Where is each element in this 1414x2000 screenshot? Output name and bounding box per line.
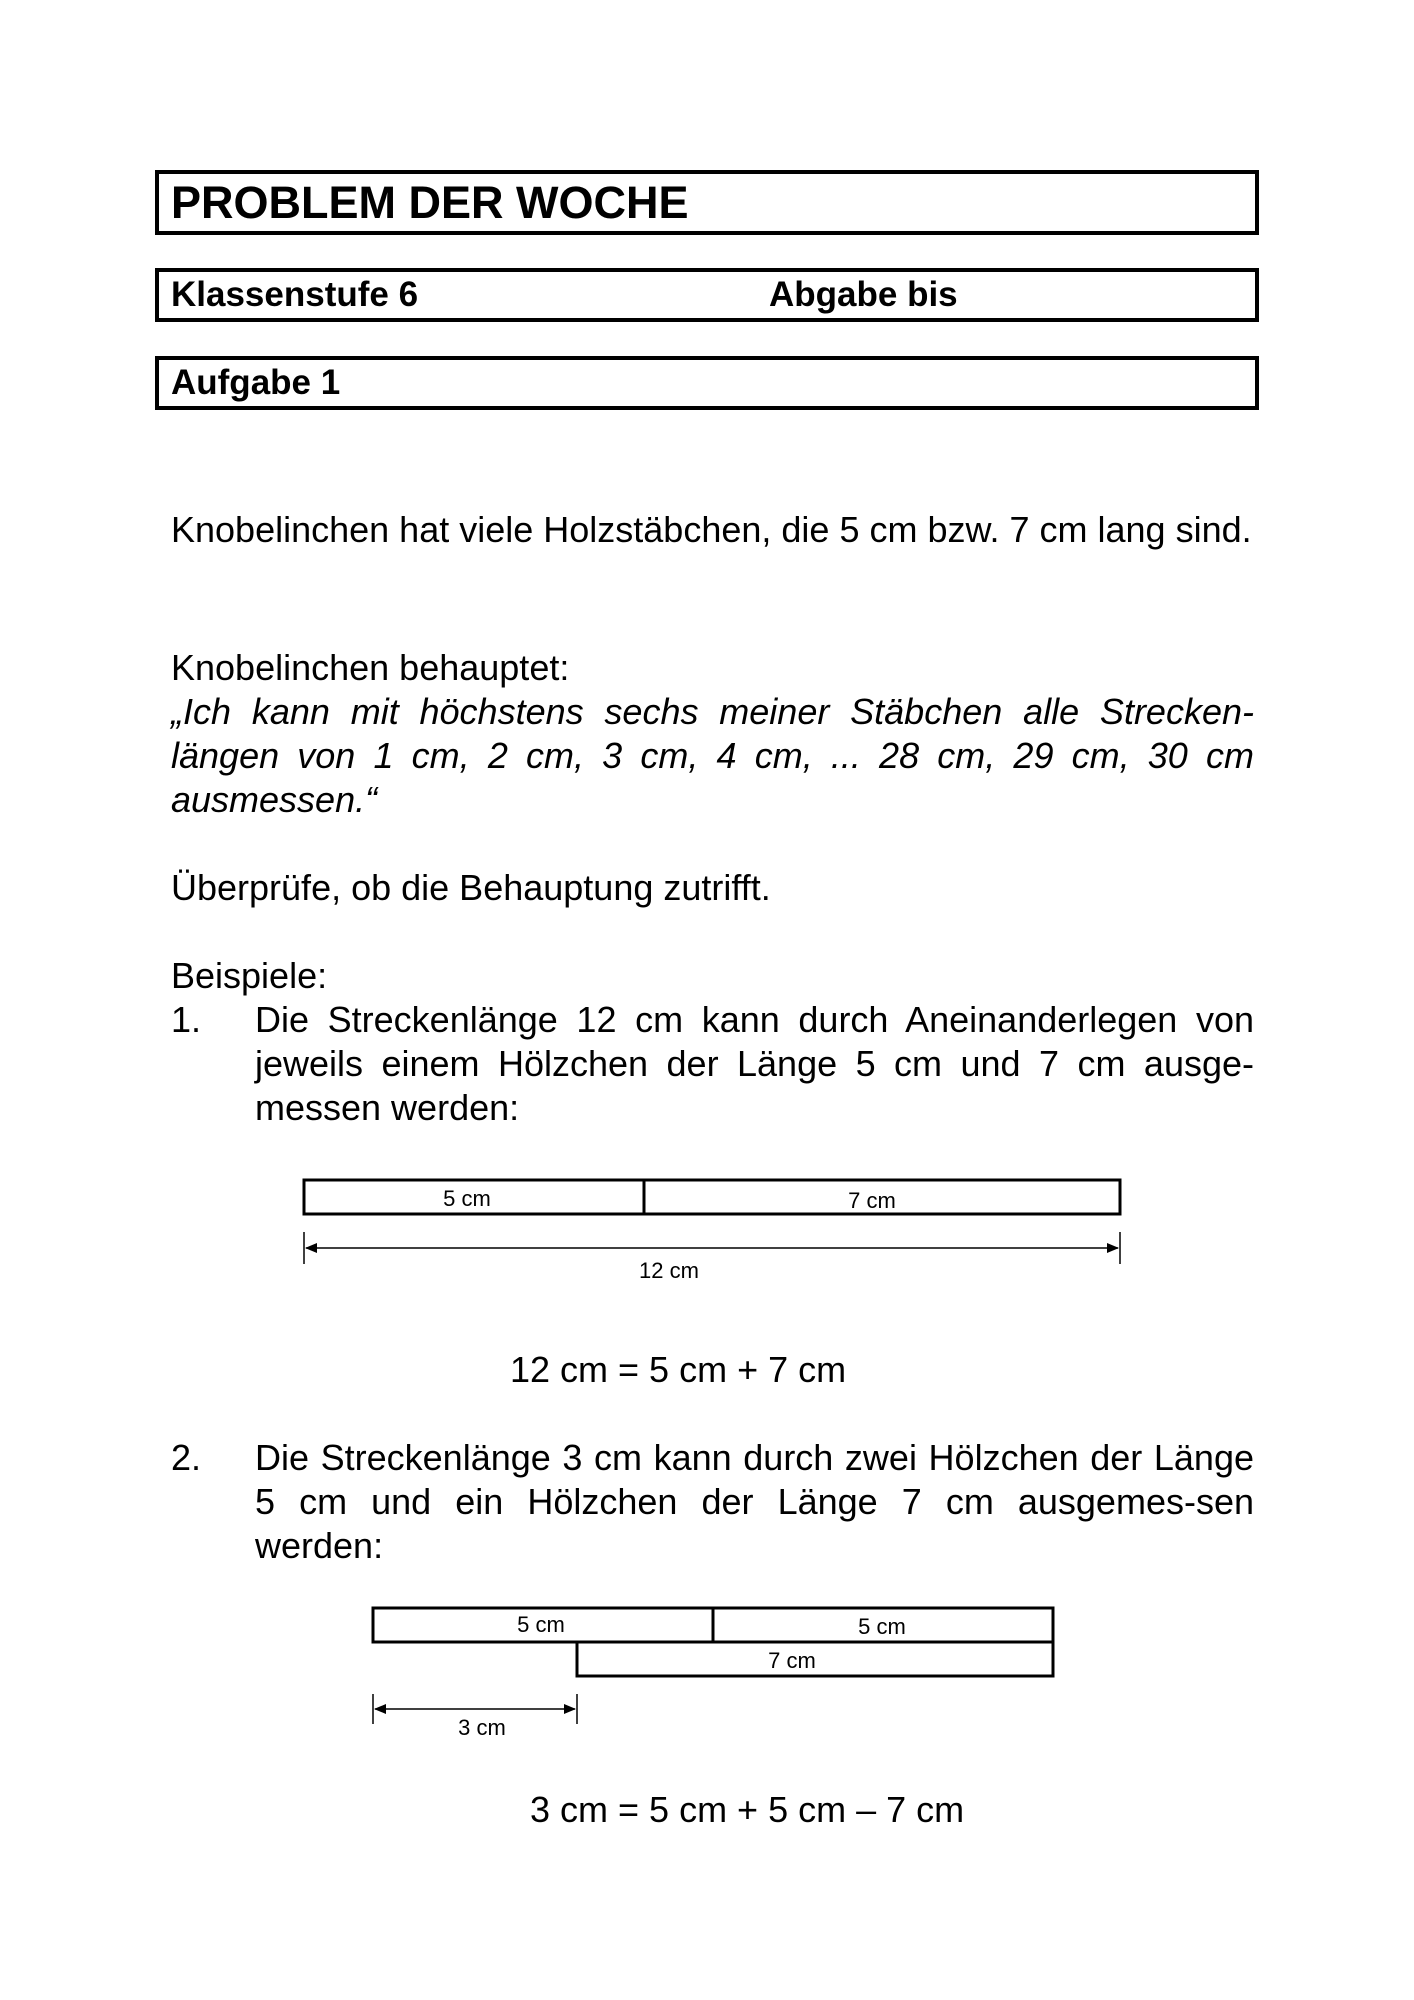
example-2-text: Die Streckenlänge 3 cm kann durch zwei Hölzchen der Länge 5 cm und ein Hölzchen der Länge 7 cm ausgemes-sen werden: — [255, 1437, 1254, 1566]
example-1-stick-a-label: 5 cm — [443, 1186, 491, 1211]
example-2-stick-b-label: 5 cm — [858, 1614, 906, 1639]
example-2-number: 2. — [171, 1437, 202, 1478]
deadline-label: Abgabe bis — [769, 275, 958, 314]
task-label: Aufgabe 1 — [171, 363, 341, 402]
example-2-span-label: 3 cm — [458, 1715, 506, 1740]
example-2-diagram — [373, 1608, 1053, 1740]
example-2-equation: 3 cm = 5 cm + 5 cm – 7 cm — [530, 1789, 965, 1830]
example-1-text: Die Streckenlänge 12 cm kann durch Aneinanderlegen von jeweils einem Hölzchen der Länge 5 cm und 7 cm ausge-messen werden: — [255, 999, 1254, 1128]
example-2-stick-a-label: 5 cm — [517, 1612, 565, 1637]
example-1-number: 1. — [171, 999, 202, 1040]
example-2-stick-c-label: 7 cm — [768, 1648, 816, 1673]
claim-quote: „Ich kann mit höchstens sechs meiner Stäbchen alle Strecken-längen von 1 cm, 2 cm, 3 cm, 4 cm, ... 28 cm, 29 cm, 30 cm ausmessen.“ — [171, 691, 1254, 820]
example-1-stick-b-label: 7 cm — [848, 1188, 896, 1213]
example-1-diagram — [304, 1180, 1120, 1283]
check-instruction: Überprüfe, ob die Behauptung zutrifft. — [171, 867, 771, 908]
intro-paragraph: Knobelinchen hat viele Holzstäbchen, die 5 cm bzw. 7 cm lang sind. — [171, 509, 1252, 550]
claim-intro: Knobelinchen behauptet: — [171, 647, 570, 688]
grade-label: Klassenstufe 6 — [171, 275, 419, 314]
examples-label: Beispiele: — [171, 955, 328, 996]
page-title: PROBLEM DER WOCHE — [171, 177, 689, 228]
example-1-span-label: 12 cm — [639, 1258, 699, 1283]
example-1-equation: 12 cm = 5 cm + 7 cm — [510, 1349, 847, 1390]
